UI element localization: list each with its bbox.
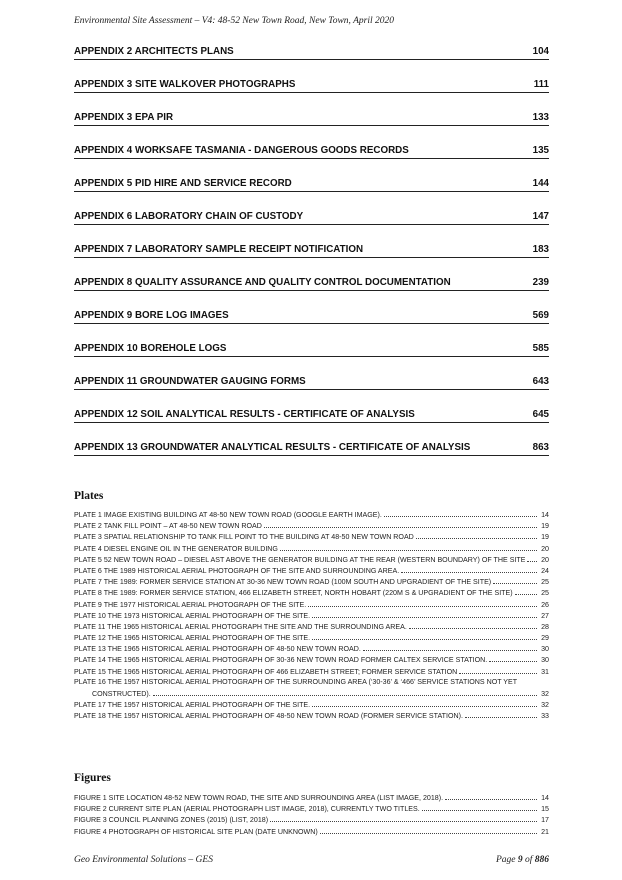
running-header: Environmental Site Assessment – V4: 48-52 New Town Road, New Town, April 2020	[74, 16, 395, 26]
appendix-page: 585	[532, 343, 549, 354]
appendix-entry[interactable]	[74, 46, 549, 79]
dot-leader	[153, 688, 537, 696]
appendix-title: APPENDIX 6 LABORATORY CHAIN OF CUSTODY	[74, 211, 304, 222]
dot-leader	[264, 520, 537, 528]
appendix-page: 133	[532, 112, 549, 123]
appendix-entry[interactable]	[74, 409, 549, 442]
appendix-title: APPENDIX 5 PID HIRE AND SERVICE RECORD	[74, 178, 292, 189]
plate-title: PLATE 4 DIESEL ENGINE OIL IN THE GENERATOR BUILDING	[74, 544, 278, 553]
footer-page-number	[496, 855, 549, 865]
appendix-page: 645	[532, 409, 549, 420]
plate-page: 30	[541, 656, 549, 665]
plate-page: 24	[541, 566, 549, 575]
figures-list	[74, 792, 549, 837]
dot-leader	[308, 599, 537, 607]
dot-leader	[527, 554, 537, 562]
appendix-entry[interactable]	[74, 277, 549, 310]
plate-page: 28	[541, 622, 549, 631]
appendix-entry-line	[74, 277, 549, 291]
plate-entry[interactable]	[74, 643, 549, 654]
plate-entry[interactable]	[74, 699, 549, 710]
appendix-entry[interactable]	[74, 145, 549, 178]
plate-title: PLATE 9 THE 1977 HISTORICAL AERIAL PHOTOGRAPH OF THE SITE.	[74, 600, 307, 609]
appendix-page: 144	[532, 178, 549, 189]
appendix-title: APPENDIX 2 ARCHITECTS PLANS	[74, 46, 234, 57]
dot-leader	[459, 666, 537, 674]
dot-leader	[416, 531, 537, 539]
footer-page-prefix: Page	[495, 855, 516, 865]
figures-heading: Figures	[74, 772, 111, 784]
appendix-entry[interactable]	[74, 244, 549, 277]
plate-entry[interactable]	[74, 654, 549, 665]
plate-title: PLATE 13 THE 1965 HISTORICAL AERIAL PHOTOGRAPH OF 48-50 NEW TOWN ROAD.	[74, 645, 361, 654]
appendix-page: 104	[532, 46, 549, 57]
plate-title: PLATE 8 THE 1989: FORMER SERVICE STATION, 466 ELIZABETH STREET, NORTH HOBART (220M S & UPGRADIENT OF THE SITE)	[74, 589, 513, 598]
dot-leader	[422, 803, 537, 811]
plate-entry[interactable]	[74, 520, 549, 531]
dot-leader	[465, 710, 537, 718]
dot-leader	[489, 654, 537, 662]
appendix-entry-line	[74, 376, 549, 390]
plate-title: PLATE 12 THE 1965 HISTORICAL AERIAL PHOTOGRAPH OF THE SITE.	[74, 634, 311, 643]
appendix-entry[interactable]	[74, 178, 549, 211]
appendix-title: APPENDIX 13 GROUNDWATER ANALYTICAL RESULTS - CERTIFICATE OF ANALYSIS	[74, 442, 471, 453]
appendix-page: 643	[532, 376, 549, 387]
plate-title: PLATE 18 THE 1957 HISTORICAL AERIAL PHOTOGRAPH OF 48-50 NEW TOWN ROAD (FORMER SERVICE STATION).	[74, 712, 463, 721]
appendix-title: APPENDIX 3 EPA PIR	[74, 112, 174, 123]
plate-entry[interactable]	[74, 610, 549, 621]
dot-leader	[312, 699, 537, 707]
plate-title: PLATE 17 THE 1957 HISTORICAL AERIAL PHOTOGRAPH OF THE SITE.	[74, 701, 311, 710]
figure-page: 17	[541, 816, 549, 825]
appendix-entry-line	[74, 79, 549, 93]
plate-entry[interactable]	[74, 554, 549, 565]
dot-leader	[312, 610, 537, 618]
appendix-page: 239	[532, 277, 549, 288]
appendix-entry[interactable]	[74, 442, 549, 475]
appendix-entry[interactable]	[74, 79, 549, 112]
plate-page: 20	[541, 555, 549, 564]
figure-title: FIGURE 2 CURRENT SITE PLAN (AERIAL PHOTOGRAPH LIST IMAGE, 2018), CURRENTLY TWO TITLES.	[74, 805, 420, 814]
plate-page: 25	[541, 589, 549, 598]
appendix-entry-line	[74, 244, 549, 258]
plate-page: 32	[541, 690, 549, 698]
figure-entry[interactable]	[74, 803, 549, 814]
figure-entry[interactable]	[74, 826, 549, 837]
plate-entry[interactable]	[74, 576, 549, 587]
plate-page: 14	[541, 511, 549, 519]
appendix-list	[74, 46, 549, 475]
appendix-page: 147	[532, 211, 549, 222]
dot-leader	[384, 509, 537, 517]
dot-leader	[320, 826, 537, 834]
figure-page: 15	[541, 805, 549, 814]
plate-entry[interactable]	[74, 677, 549, 688]
appendix-entry-line	[74, 211, 549, 225]
plate-page: 32	[541, 701, 549, 710]
appendix-entry-line	[74, 442, 549, 456]
plate-entry[interactable]	[74, 587, 549, 598]
plate-title: PLATE 7 THE 1989: FORMER SERVICE STATION AT 30-36 NEW TOWN ROAD (100M SOUTH AND UPGRADIENT OF THE SITE)	[74, 578, 492, 587]
appendix-entry-line	[74, 409, 549, 423]
figure-title: FIGURE 1 SITE LOCATION 48-52 NEW TOWN ROAD, THE SITE AND SURROUNDING AREA (LIST IMAGE, 2018).	[74, 794, 444, 802]
plate-page: 25	[541, 578, 549, 587]
figure-title: FIGURE 3 COUNCIL PLANNING ZONES (2015) (LIST, 2018)	[74, 816, 269, 825]
appendix-title: APPENDIX 10 BOREHOLE LOGS	[74, 343, 227, 354]
plate-entry[interactable]	[74, 543, 549, 554]
footer-page-of: of	[524, 855, 533, 865]
appendix-page: 569	[532, 310, 549, 321]
plate-title: PLATE 2 TANK FILL POINT – AT 48-50 NEW TOWN ROAD	[74, 522, 262, 531]
plate-title: PLATE 3 SPATIAL RELATIONSHIP TO TANK FILL POINT TO THE BUILDING AT 48-50 NEW TOWN ROAD	[74, 533, 414, 542]
appendix-title: APPENDIX 7 LABORATORY SAMPLE RECEIPT NOTIFICATION	[74, 244, 364, 255]
plate-page: 29	[541, 634, 549, 643]
plate-title: PLATE 14 THE 1965 HISTORICAL AERIAL PHOTOGRAPH OF 30-36 NEW TOWN ROAD FORMER CALTEX SERVICE STATION.	[74, 656, 488, 665]
footer-company: Geo Environmental Solutions – GES	[74, 855, 213, 865]
plate-title: PLATE 11 THE 1965 HISTORICAL AERIAL PHOTOGRAPH THE SITE AND THE SURROUNDING AREA.	[74, 622, 407, 631]
dot-leader	[363, 643, 537, 651]
appendix-page: 135	[532, 145, 549, 156]
plate-page: 20	[541, 544, 549, 553]
plate-title-continuation: CONSTRUCTED).	[92, 690, 151, 698]
plate-title: PLATE 5 52 NEW TOWN ROAD – DIESEL AST ABOVE THE GENERATOR BUILDING AT THE REAR (WESTERN BOUNDARY) OF THE SITE	[74, 555, 526, 564]
appendix-entry[interactable]	[74, 211, 549, 244]
appendix-entry-line	[74, 310, 549, 324]
appendix-entry[interactable]	[74, 376, 549, 409]
plates-list	[74, 509, 549, 722]
dot-leader	[493, 576, 537, 584]
appendix-title: APPENDIX 11 GROUNDWATER GAUGING FORMS	[74, 376, 306, 387]
figure-title: FIGURE 4 PHOTOGRAPH OF HISTORICAL SITE PLAN (DATE UNKNOWN)	[74, 827, 318, 836]
plate-title: PLATE 6 THE 1989 HISTORICAL AERIAL PHOTOGRAPH OF THE SITE AND SURROUNDING AREA.	[74, 566, 400, 575]
appendix-entry[interactable]	[74, 310, 549, 343]
plate-page: 26	[541, 600, 549, 609]
dot-leader	[270, 814, 537, 822]
dot-leader	[515, 587, 538, 595]
footer-page-total: 886	[534, 855, 549, 865]
appendix-entry-line	[74, 343, 549, 357]
dot-leader	[312, 632, 537, 640]
appendix-entry[interactable]	[74, 343, 549, 376]
plate-entry-continuation[interactable]	[74, 688, 549, 699]
plate-page: 30	[541, 645, 549, 654]
appendix-entry-line	[74, 145, 549, 159]
plate-entry[interactable]	[74, 632, 549, 643]
appendix-page: 863	[532, 442, 549, 453]
appendix-entry-line	[74, 112, 549, 126]
appendix-title: APPENDIX 4 WORKSAFE TASMANIA - DANGEROUS GOODS RECORDS	[74, 145, 409, 156]
dot-leader	[401, 565, 537, 573]
plate-page: 27	[541, 611, 549, 620]
plate-page: 19	[541, 522, 549, 531]
plate-entry[interactable]	[74, 599, 549, 610]
plate-entry[interactable]	[74, 710, 549, 721]
appendix-title: APPENDIX 9 BORE LOG IMAGES	[74, 310, 229, 321]
plate-entry[interactable]	[74, 531, 549, 542]
plate-entry[interactable]	[74, 666, 549, 677]
plate-title: PLATE 10 THE 1973 HISTORICAL AERIAL PHOTOGRAPH OF THE SITE.	[74, 611, 311, 620]
plate-page: 33	[541, 712, 549, 721]
plates-heading: Plates	[74, 490, 104, 502]
footer-page-current: 9	[517, 855, 523, 865]
dot-leader	[280, 543, 537, 551]
appendix-entry[interactable]	[74, 112, 549, 145]
figure-entry[interactable]	[74, 814, 549, 825]
plate-page: 31	[541, 667, 549, 676]
figure-entry[interactable]	[74, 792, 549, 803]
plate-entry[interactable]	[74, 565, 549, 576]
appendix-page: 111	[533, 79, 549, 90]
plate-title: PLATE 16 THE 1957 HISTORICAL AERIAL PHOTOGRAPH OF THE SURROUNDING AREA (‘30-36’ & ‘466’ SERVICE STATIONS NOT YET	[74, 677, 518, 686]
appendix-title: APPENDIX 3 SITE WALKOVER PHOTOGRAPHS	[74, 79, 296, 90]
figure-page: 21	[541, 827, 549, 836]
appendix-page: 183	[532, 244, 549, 255]
dot-leader	[409, 621, 537, 629]
plate-title: PLATE 15 THE 1965 HISTORICAL AERIAL PHOTOGRAPH OF 466 ELIZABETH STREET; FORMER SERVICE STATION	[74, 667, 458, 676]
plate-entry[interactable]	[74, 509, 549, 520]
appendix-title: APPENDIX 8 QUALITY ASSURANCE AND QUALITY CONTROL DOCUMENTATION	[74, 277, 451, 288]
figure-page: 14	[541, 794, 549, 802]
plate-entry[interactable]	[74, 621, 549, 632]
dot-leader	[445, 792, 537, 800]
appendix-entry-line	[74, 46, 549, 60]
plate-title: PLATE 1 IMAGE EXISTING BUILDING AT 48-50 NEW TOWN ROAD (GOOGLE EARTH IMAGE).	[74, 511, 382, 519]
plate-page: 19	[541, 533, 549, 542]
appendix-entry-line	[74, 178, 549, 192]
appendix-title: APPENDIX 12 SOIL ANALYTICAL RESULTS - CERTIFICATE OF ANALYSIS	[74, 409, 415, 420]
